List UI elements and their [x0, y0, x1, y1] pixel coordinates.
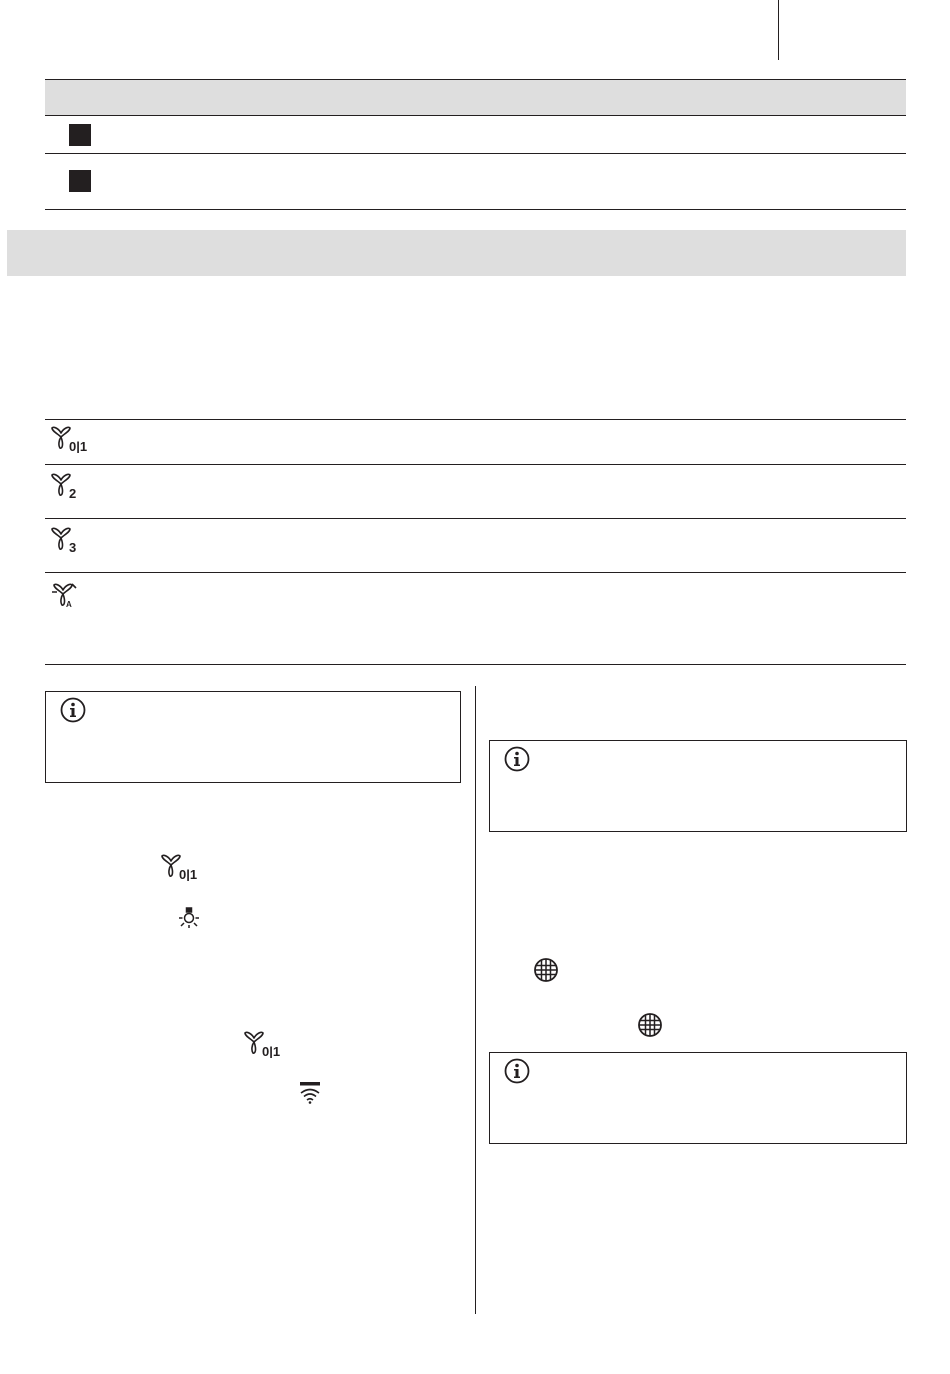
- svg-text:0|1: 0|1: [179, 867, 198, 881]
- info-icon: [504, 1058, 530, 1084]
- right-info-box-1: [489, 740, 907, 832]
- info-icon: [60, 697, 86, 723]
- section-heading-band: [7, 230, 906, 276]
- fan-speed-2-icon: [50, 472, 84, 500]
- svg-text:3: 3: [69, 540, 77, 554]
- fan-speed-0-1-icon: [160, 853, 204, 881]
- fan-table-divider-3: [45, 572, 906, 573]
- column-divider: [475, 686, 476, 1314]
- fan-speed-3-icon: [50, 526, 84, 554]
- fan-speed-0-1-icon: [50, 425, 94, 453]
- info-icon: [504, 746, 530, 772]
- grid-filter-icon: [533, 957, 559, 983]
- svg-text:A: A: [66, 600, 72, 609]
- top-table-bottom: [45, 209, 906, 210]
- top-table-header: [45, 79, 906, 116]
- fan-table-bottom: [45, 664, 906, 665]
- black-square-2: [69, 170, 91, 192]
- fan-auto-icon: [50, 582, 80, 610]
- page-marker-line: [778, 0, 779, 60]
- hob2hood-wifi-icon: [297, 1080, 323, 1106]
- light-icon: [176, 906, 202, 932]
- svg-text:2: 2: [69, 486, 77, 500]
- fan-table-divider-1: [45, 464, 906, 465]
- svg-text:0|1: 0|1: [262, 1044, 281, 1058]
- fan-table-divider-2: [45, 518, 906, 519]
- fan-speed-0-1-icon: [243, 1030, 287, 1058]
- black-square-1: [69, 124, 91, 146]
- right-info-box-2: [489, 1052, 907, 1144]
- grid-filter-icon: [637, 1012, 663, 1038]
- svg-text:0|1: 0|1: [69, 439, 88, 453]
- top-table-divider: [45, 153, 906, 154]
- left-info-box: [45, 691, 461, 783]
- fan-table-top: [45, 419, 906, 420]
